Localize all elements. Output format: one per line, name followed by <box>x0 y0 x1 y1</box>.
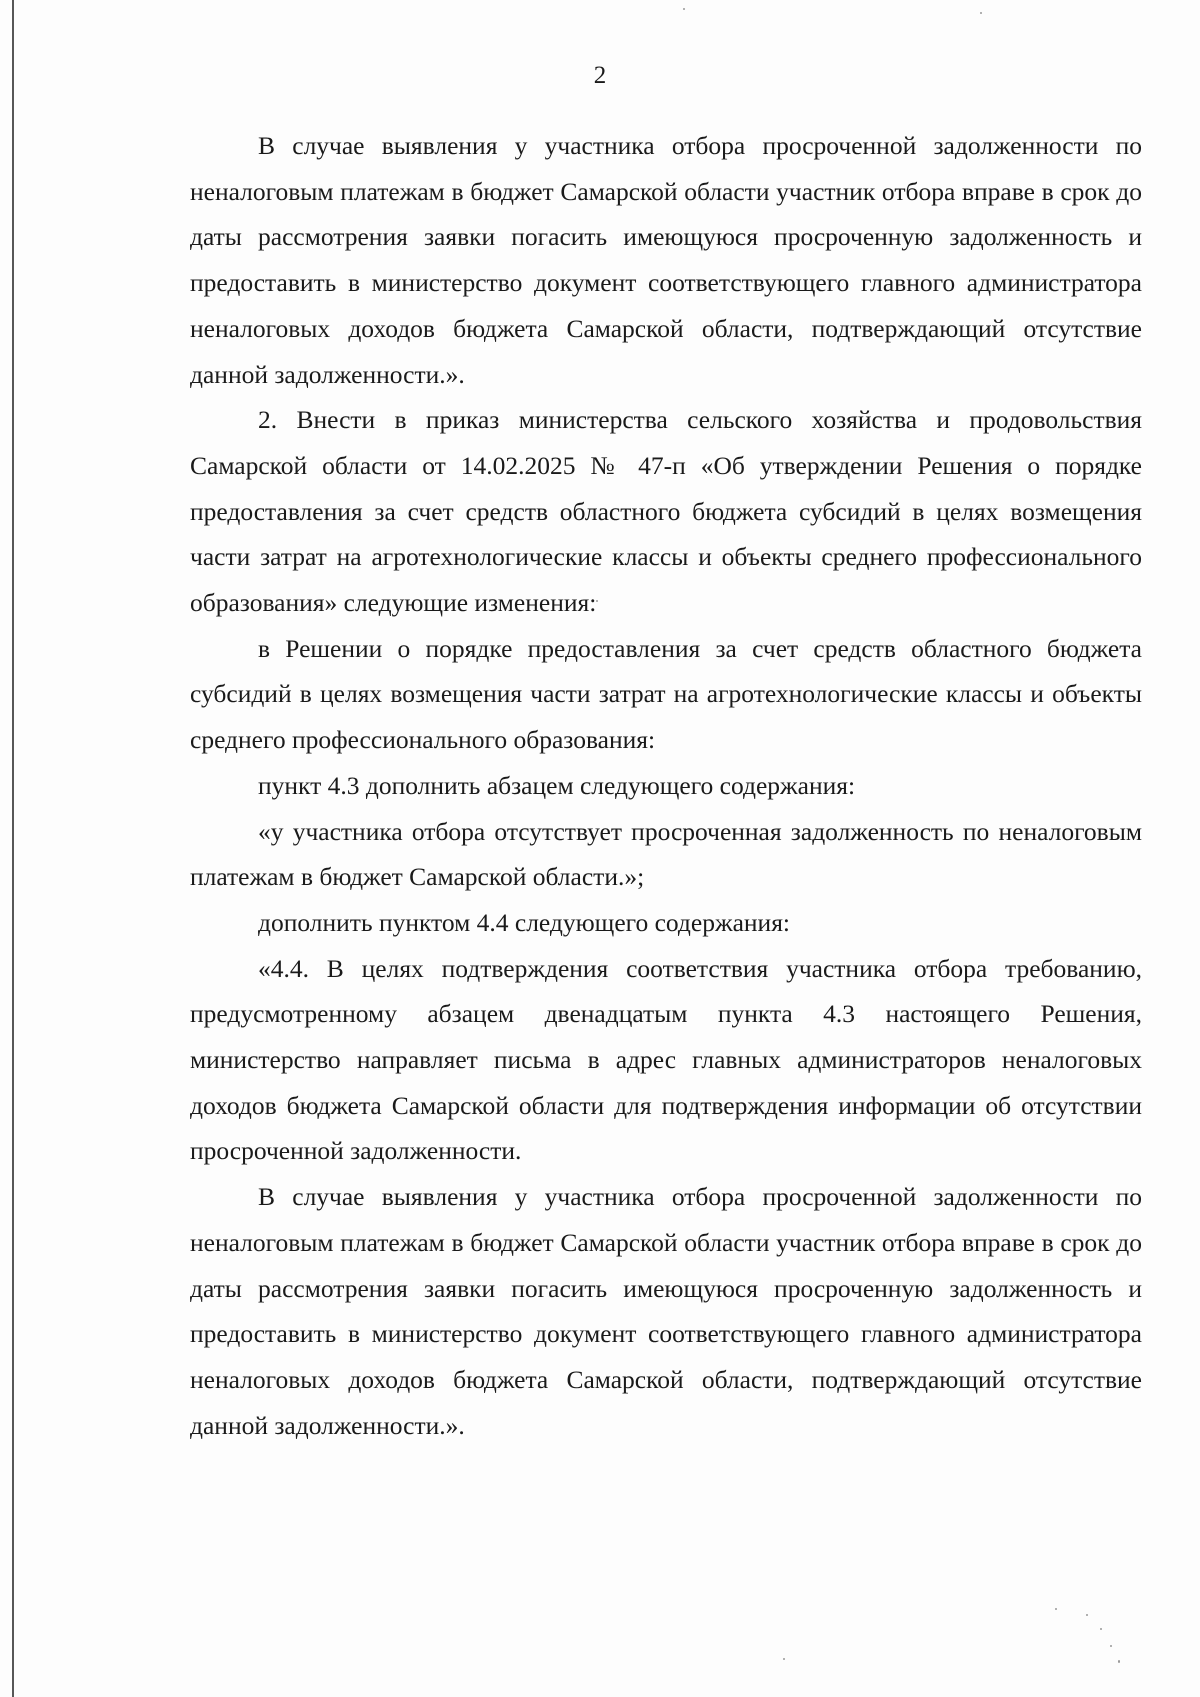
scan-speck <box>1100 1628 1102 1630</box>
paragraph-debt-clause-2: В случае выявления у участника отбора просроченной задолженности по неналоговым платежам в бюджет Самарской области участник отбора вправе в срок до даты рассмотрения заявки погасить имеющуюся просроченную задолженность и предоставить в министерство документ соответствующего главного администратора неналоговых доходов бюджета Самарской области, подтверждающий отсутствие данной задолженности.». <box>190 1182 1142 1440</box>
scan-speck <box>1055 1608 1057 1610</box>
scan-speck <box>1118 1660 1120 1663</box>
scan-edge-line <box>12 0 14 1697</box>
document-body <box>190 123 1142 1448</box>
scan-speck <box>980 12 982 14</box>
scan-speck <box>1110 1645 1112 1647</box>
paragraph-item-4-4: дополнить пунктом 4.4 следующего содержания: <box>258 907 791 937</box>
scan-speck <box>596 600 598 602</box>
paragraph-item-4-3-text: «у участника отбора отсутствует просроченная задолженность по неналоговым платежам в бюджет Самарской области.»; <box>190 816 1142 892</box>
scan-speck <box>1086 1614 1088 1616</box>
scan-speck <box>783 1658 785 1660</box>
paragraph-item-4-4-text: «4.4. В целях подтверждения соответствия участника отбора требованию, предусмотренному абзацем двенадцатым пункта 4.3 настоящего Решения, министерство направляет письма в адрес главных администраторов неналоговых доходов бюджета Самарской области для подтверждения информации об отсутствии просроченной задолженности. <box>190 953 1142 1166</box>
paragraph-debt-clause-1: В случае выявления у участника отбора просроченной задолженности по неналоговым платежам в бюджет Самарской области участник отбора вправе в срок до даты рассмотрения заявки погасить имеющуюся просроченную задолженность и предоставить в министерство документ соответствующего главного администратора неналоговых доходов бюджета Самарской области, подтверждающий отсутствие данной задолженности.». <box>190 131 1142 389</box>
paragraph-item-4-3: пункт 4.3 дополнить абзацем следующего содержания: <box>258 770 856 800</box>
paragraph-amend-order: 2. Внести в приказ министерства сельского хозяйства и продовольствия Самарской области от 14.02.2025 № 47-п «Об утверждении Решения о порядке предоставления за счет средств областного бюджета субсидий в целях возмещения части затрат на агротехнологические классы и объекты среднего профессионального образования» следующие изменения: <box>190 405 1142 618</box>
paragraph-decision-reference: в Решении о порядке предоставления за счет средств областного бюджета субсидий в целях возмещения части затрат на агротехнологические классы и объекты среднего профессионального образования: <box>190 633 1142 755</box>
page-number: 2 <box>593 62 607 89</box>
scan-speck <box>683 8 685 10</box>
